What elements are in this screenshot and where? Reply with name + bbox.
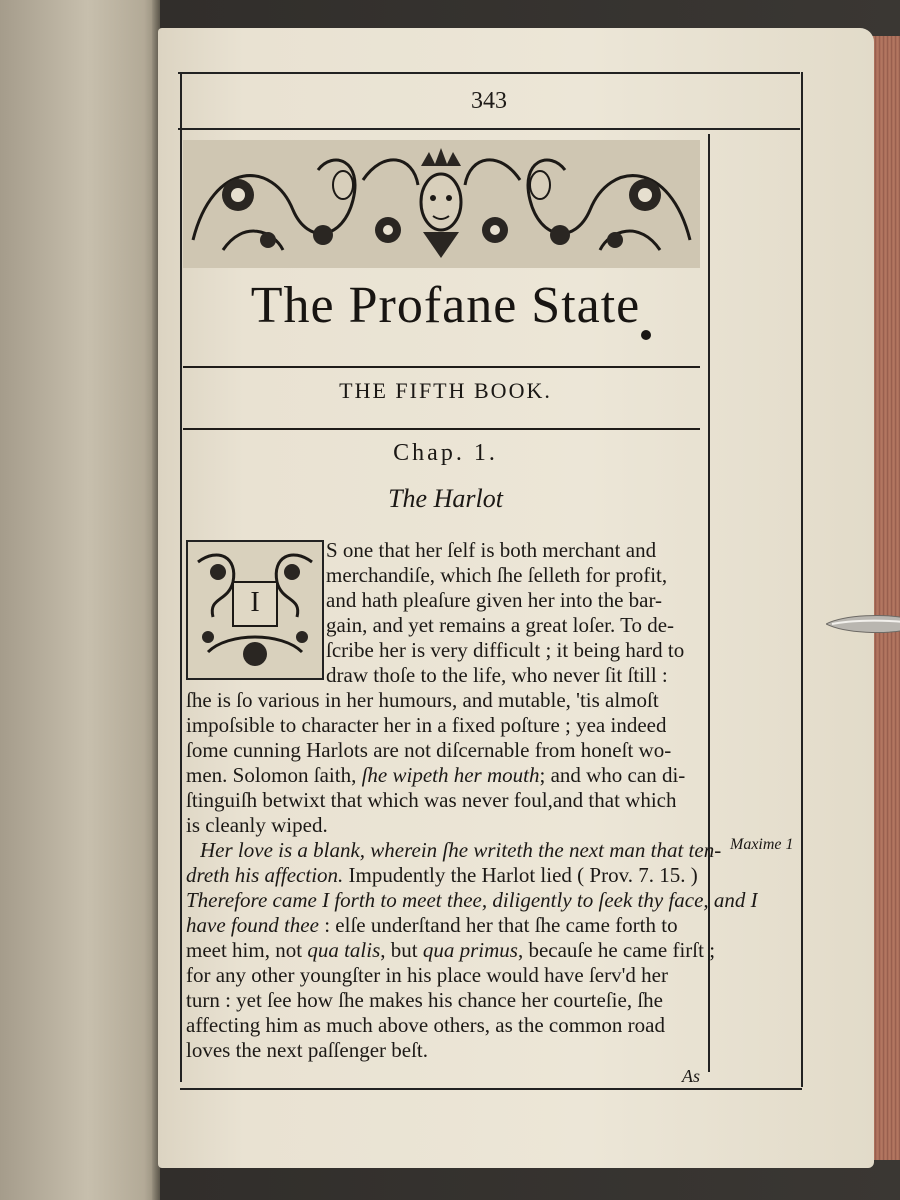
page-title: The Profane State <box>250 277 641 334</box>
running-head <box>178 72 800 130</box>
body-line: affecting him as much above others, as the common road <box>186 1013 665 1037</box>
rule-below-book-heading <box>183 428 700 430</box>
chapter-title: The Harlot <box>388 484 503 513</box>
text-run: , becauſe he came firſt ; <box>517 938 716 962</box>
italic-quotation: have found thee <box>186 913 319 937</box>
text-run: : elſe underſtand her that ſhe came forth to <box>318 913 678 937</box>
initial-letter: I <box>250 587 260 618</box>
latin-phrase: qua primus <box>422 938 518 962</box>
body-line: Her love is a blank, wherein ſhe writeth the next man that ten- <box>200 838 722 862</box>
left-page <box>0 0 160 1200</box>
latin-phrase: qua talis <box>307 938 381 962</box>
chapter-heading: Chap. 1. <box>393 440 498 466</box>
italic-quotation: dreth his affection. <box>186 863 344 887</box>
book-heading: THE FIFTH BOOK. <box>339 378 552 403</box>
body-line: draw thoſe to the life, who never ſit ſtill : <box>326 663 668 687</box>
text-run: ; and who can di- <box>539 763 686 787</box>
ornamental-headpiece <box>183 140 700 268</box>
body-line <box>186 913 678 938</box>
frame-bottom-rule <box>180 1088 802 1090</box>
body-line: for any other youngſter in his place would have ſerv'd her <box>186 963 668 987</box>
text-run: Impudently the Harlot lied ( Prov. 7. 15. ) <box>343 863 698 887</box>
rule-above-book-heading <box>183 366 700 368</box>
body-line: ſome cunning Harlots are not diſcernable from honeſt wo- <box>186 738 672 762</box>
body-line: S one that her ſelf is both merchant and <box>326 538 657 562</box>
body-line: ſhe is ſo various in her humours, and mutable, 'tis almoſt <box>186 688 659 712</box>
frame-right-rule <box>801 72 803 1087</box>
body-line: ſtinguiſh betwixt that which was never foul,and that which <box>186 788 677 812</box>
body-line: Therefore came I forth to meet thee, diligently to ſeek thy face, and I <box>186 888 758 912</box>
text-run: men. Solomon ſaith, <box>186 763 357 787</box>
catchword: As <box>682 1066 700 1086</box>
body-line: loves the next paſſenger beſt. <box>186 1038 429 1062</box>
text-run: meet him, not <box>186 938 303 962</box>
body-line: impoſsible to character her in a fixed poſture ; yea indeed <box>186 713 667 737</box>
decorated-initial <box>186 540 324 680</box>
body-line <box>186 863 698 888</box>
bookmark-clip-icon <box>826 612 900 636</box>
body-line: ſcribe her is very difficult ; it being hard to <box>326 638 685 662</box>
ink-dot <box>641 330 651 340</box>
body-line: turn : yet ſee how ſhe makes his chance her courteſie, ſhe <box>186 988 663 1012</box>
text-run: , but <box>380 938 418 962</box>
body-line: gain, and yet remains a great loſer. To de- <box>326 613 675 637</box>
margin-column-rule <box>708 134 710 1072</box>
italic-quotation: ſhe wipeth her mouth <box>361 763 540 787</box>
body-line: is cleanly wiped. <box>186 813 328 837</box>
body-line <box>186 763 685 788</box>
body-line: and hath pleaſure given her into the bar- <box>326 588 663 612</box>
frame-left-rule <box>180 72 182 1082</box>
marginal-note: Maxime 1 <box>730 836 794 853</box>
body-line: merchandiſe, which ſhe ſelleth for profit, <box>326 563 668 587</box>
body-line <box>186 938 715 963</box>
page-number: 343 <box>471 88 507 114</box>
